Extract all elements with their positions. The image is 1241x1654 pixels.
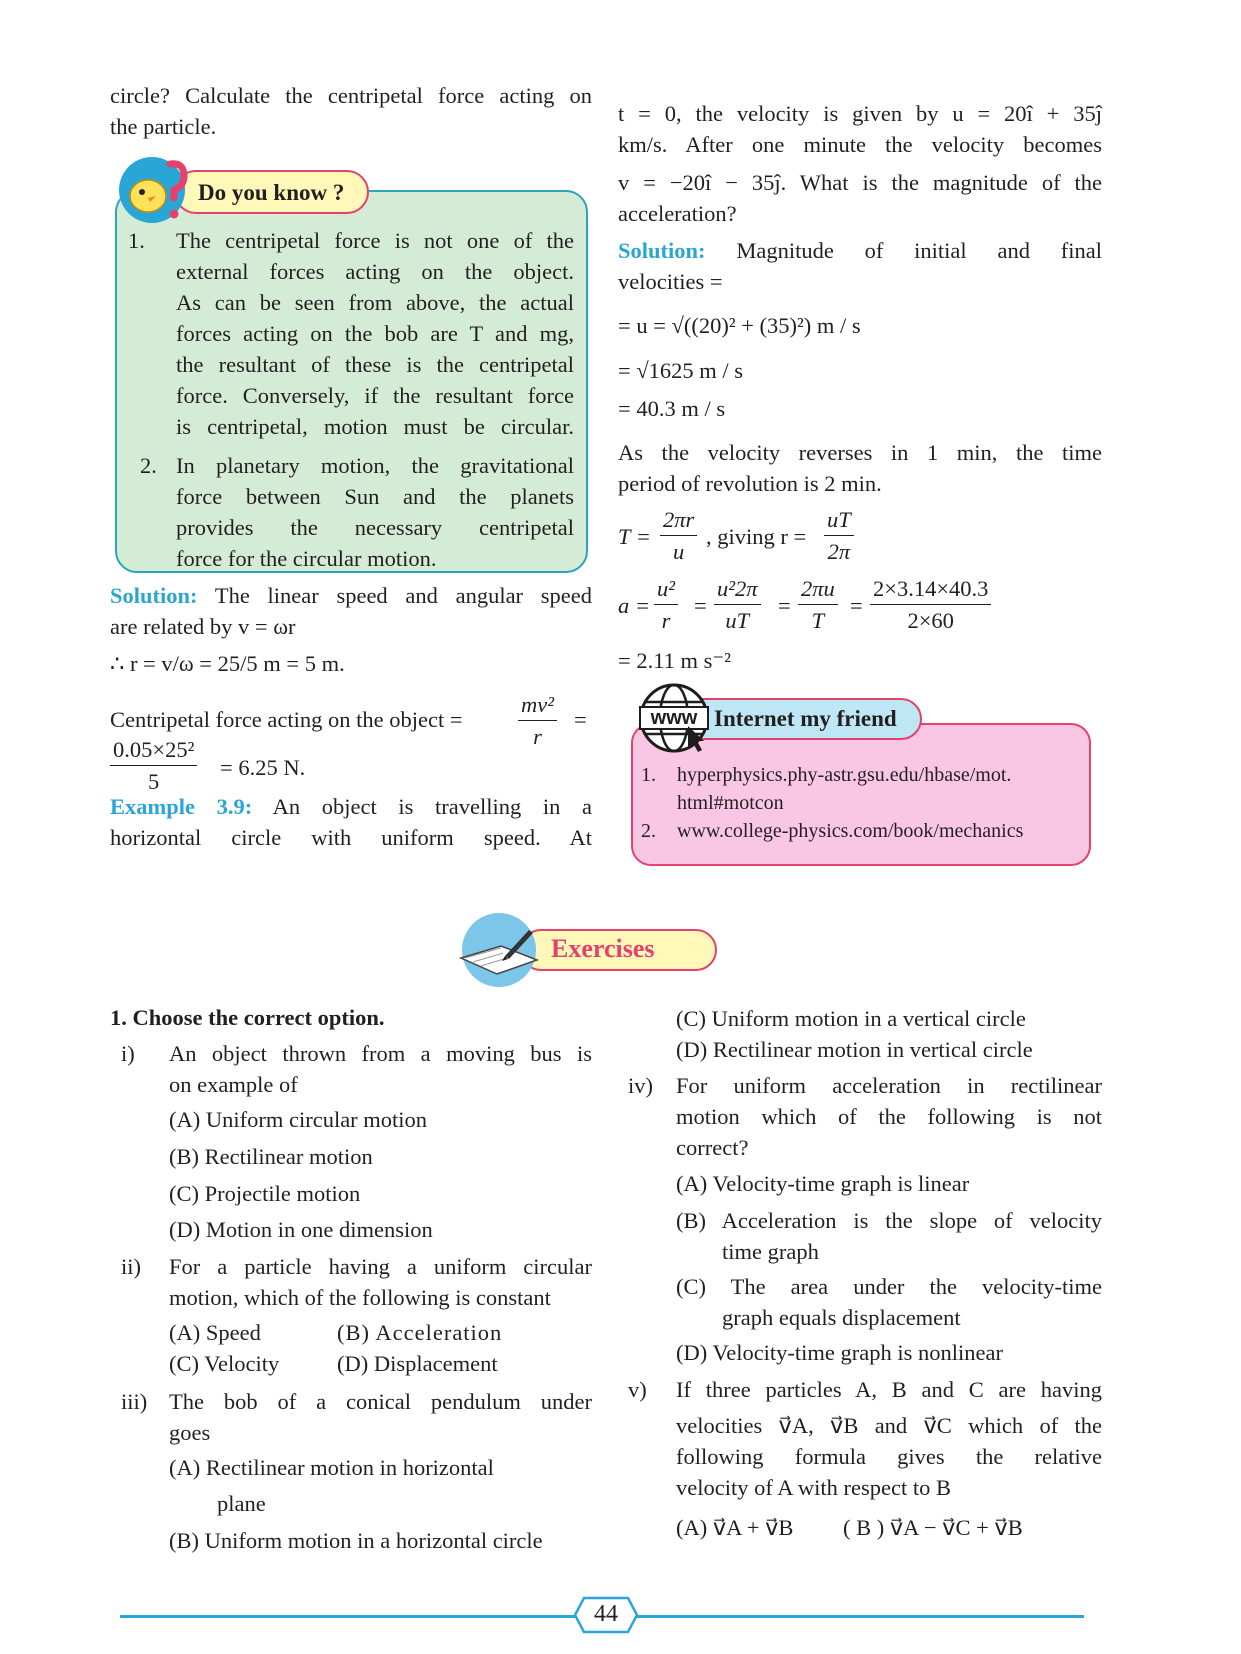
left-solution-line1 [110, 580, 592, 611]
link-1-line[interactable]: html#motcon [677, 792, 784, 814]
item-v-line: If three particles A, B and C are having [676, 1377, 1102, 1402]
velocity-eq1: = u = √((20)² + (35)²) m / s [618, 313, 861, 338]
equals-sign: = [850, 593, 863, 618]
item-ii-option-b[interactable]: (B) Acceleration [337, 1320, 503, 1345]
equals-sign: = [574, 707, 587, 732]
item-v-line: velocities v⃗A, v⃗B and v⃗C which of the [676, 1413, 1102, 1438]
period-equation [618, 504, 1102, 568]
dyk-item-1-line: The centripetal force is not one of the [176, 228, 574, 253]
item-iv-text [676, 1070, 1102, 1163]
dyk-item-2-line: force for the circular motion. [176, 546, 437, 571]
item-iii-option-a-cont[interactable]: plane [217, 1491, 266, 1516]
example-line2: horizontal circle with uniform speed. At [110, 825, 592, 850]
item-iii-option-b[interactable]: (B) Uniform motion in a horizontal circle [169, 1528, 543, 1553]
right-line4: acceleration? [618, 201, 737, 226]
radius-denominator: 2π [827, 539, 851, 564]
dyk-item-1-line: the resultant of these is the centripetal [176, 352, 574, 377]
item-iii-number: iii) [121, 1389, 148, 1414]
accel-f4-numerator: 2×3.14×40.3 [870, 573, 991, 605]
item-iii-option-a[interactable]: (A) Rectilinear motion in horizontal [169, 1455, 494, 1480]
item-iii-option-d[interactable]: (D) Rectilinear motion in vertical circle [676, 1037, 1033, 1062]
example-text: An object is travelling in a [252, 794, 593, 819]
item-iv-number: iv) [628, 1073, 653, 1098]
item-iii-line: goes [169, 1420, 211, 1445]
item-iv-option-b-line[interactable]: time graph [722, 1239, 819, 1264]
radius-fraction [824, 504, 854, 567]
link-2-number: 2. [641, 820, 656, 842]
acceleration-result: = 2.11 m s⁻² [618, 648, 731, 673]
item-ii-option-d[interactable]: (D) Displacement [337, 1351, 498, 1376]
accel-f3-numerator: 2πu [798, 573, 838, 605]
force-denominator: r [533, 724, 542, 749]
dyk-item-2-number: 2. [140, 453, 157, 478]
link-1-number: 1. [641, 764, 656, 786]
footer-rule-left [120, 1615, 578, 1618]
item-v-line: following formula gives the relative [676, 1444, 1102, 1469]
item-iv-line: For uniform acceleration in rectilinear [676, 1073, 1102, 1098]
exercise-notebook-icon [455, 912, 541, 990]
solution-text: Magnitude of initial and final [705, 238, 1102, 263]
right-line1: t = 0, the velocity is given by u = 20î + 35ĵ [618, 101, 1102, 126]
dyk-item-1-line: force. Conversely, if the resultant force [176, 383, 574, 408]
force-value-denominator: 5 [148, 769, 160, 794]
dyk-item-1-number: 1. [128, 228, 145, 253]
accel-f1-denominator: r [661, 608, 671, 633]
period-lhs: T = [618, 524, 651, 549]
item-iv-option-a[interactable]: (A) Velocity-time graph is linear [676, 1171, 970, 1196]
left-continuation-line2: the particle. [110, 114, 217, 139]
reversal-line2: period of revolution is 2 min. [618, 471, 882, 496]
link-1-line[interactable]: hyperphysics.phy-astr.gsu.edu/hbase/mot. [677, 764, 1012, 786]
force-numerator: mv² [518, 689, 557, 721]
dyk-item-1-line: external forces acting on the object. [176, 259, 574, 284]
right-solution-line2: velocities = [618, 269, 723, 294]
left-continuation-line1: circle? Calculate the centripetal force acting on [110, 83, 592, 108]
link-1[interactable] [677, 761, 1011, 817]
item-iii-option-c[interactable]: (C) Uniform motion in a vertical circle [676, 1006, 1026, 1031]
item-iv-option-d[interactable]: (D) Velocity-time graph is nonlinear [676, 1340, 1003, 1365]
force-value-line [110, 734, 592, 798]
accel-fraction-2 [714, 573, 761, 636]
link-2[interactable]: www.college-physics.com/book/mechanics [677, 820, 1024, 842]
dyk-item-1-text [176, 225, 574, 442]
item-i-option-c[interactable]: (C) Projectile motion [169, 1181, 361, 1206]
dyk-item-1-line: As can be seen from above, the actual [176, 290, 574, 315]
item-iii-line: The bob of a conical pendulum under [169, 1389, 592, 1414]
force-value-fraction [110, 734, 197, 797]
accel-fraction-3 [798, 573, 838, 636]
item-v-line: velocity of A with respect to B [676, 1475, 951, 1500]
accel-f3-denominator: T [811, 608, 825, 633]
item-iv-line: motion which of the following is not [676, 1104, 1102, 1129]
period-fraction [660, 504, 697, 567]
item-v-option-b[interactable]: ( B ) v⃗A − v⃗C + v⃗B [843, 1515, 1023, 1540]
item-i-option-a[interactable]: (A) Uniform circular motion [169, 1107, 428, 1132]
radius-numerator: uT [824, 504, 854, 536]
velocity-eq3: = 40.3 m / s [618, 396, 726, 421]
radius-equation: ∴ r = v/ω = 25/5 m = 5 m. [110, 651, 345, 676]
dyk-item-2-text [176, 450, 574, 574]
item-iv-option-b-line[interactable]: (B) Acceleration is the slope of velocity [676, 1208, 1102, 1233]
accel-f1-numerator: u² [654, 573, 678, 605]
accel-fraction-1 [654, 573, 678, 636]
page-number: 44 [594, 1601, 618, 1627]
question-1-heading: 1. Choose the correct option. [110, 1005, 385, 1030]
example-label: Example 3.9: [110, 794, 253, 819]
accel-fraction-4 [870, 573, 991, 636]
velocity-eq2: = √1625 m / s [618, 358, 744, 383]
item-ii-option-a[interactable]: (A) Speed [169, 1320, 261, 1345]
accel-f2-numerator: u²2π [714, 573, 761, 605]
item-ii-line: motion, which of the following is constant [169, 1285, 551, 1310]
example-line1 [110, 791, 592, 822]
item-i-line: An object thrown from a moving bus is [169, 1041, 592, 1066]
period-numerator: 2πr [660, 504, 697, 536]
item-iv-option-c[interactable] [676, 1271, 1102, 1333]
dyk-item-1-line: forces acting on the bob are T and mg, [176, 321, 574, 346]
item-iv-option-b[interactable] [676, 1205, 1102, 1267]
question-chick-icon [118, 150, 192, 228]
item-i-option-d[interactable]: (D) Motion in one dimension [169, 1217, 433, 1242]
dyk-item-2-line: In planetary motion, the gravitational [176, 453, 574, 478]
right-line2: km/s. After one minute the velocity becomes [618, 132, 1102, 157]
force-result: = 6.25 N. [220, 755, 306, 780]
left-solution-line2: are related by v = ωr [110, 614, 296, 639]
dyk-item-1-line: is centripetal, motion must be circular. [176, 414, 574, 439]
dyk-item-2-line: provides the necessary centripetal [176, 515, 574, 540]
item-ii-option-c[interactable]: (C) Velocity [169, 1351, 280, 1376]
right-solution-line1 [618, 235, 1102, 266]
internet-my-friend-title: Internet my friend [714, 706, 897, 731]
item-ii-line: For a particle having a uniform circular [169, 1254, 592, 1279]
item-i-line: on example of [169, 1072, 298, 1097]
equals-sign: = [694, 593, 707, 618]
equals-sign: = [778, 593, 791, 618]
item-v-text [676, 1374, 1102, 1503]
solution-text: The linear speed and angular speed [197, 583, 592, 608]
www-label: www [650, 707, 698, 729]
item-v-number: v) [628, 1377, 647, 1402]
item-iv-option-c-line[interactable]: (C) The area under the velocity-time [676, 1274, 1102, 1299]
reversal-line1: As the velocity reverses in 1 min, the time [618, 440, 1102, 465]
accel-f4-denominator: 2×60 [907, 608, 954, 633]
item-ii-number: ii) [121, 1254, 141, 1279]
dyk-item-2-line: force between Sun and the planets [176, 484, 574, 509]
right-line3: v = −20î − 35ĵ. What is the magnitude of the [618, 170, 1102, 195]
accel-f2-denominator: uT [725, 608, 750, 633]
period-denominator: u [673, 539, 685, 564]
item-v-option-a[interactable]: (A) v⃗A + v⃗B [676, 1515, 794, 1540]
do-you-know-title: Do you know ? [198, 180, 345, 205]
acceleration-equation [618, 573, 1102, 637]
item-i-option-b[interactable]: (B) Rectilinear motion [169, 1144, 373, 1169]
accel-lhs: a = [618, 593, 651, 618]
item-iii-text [169, 1386, 592, 1448]
solution-label: Solution: [618, 238, 706, 263]
item-iv-option-c-line[interactable]: graph equals displacement [722, 1305, 961, 1330]
force-value-numerator: 0.05×25² [110, 734, 197, 766]
centripetal-force-text: Centripetal force acting on the object = [110, 707, 463, 732]
item-ii-text [169, 1251, 592, 1313]
solution-label: Solution: [110, 583, 198, 608]
footer-rule-right [634, 1615, 1084, 1618]
item-i-number: i) [121, 1041, 135, 1066]
item-iv-line: correct? [676, 1135, 749, 1160]
giving-text: , giving r = [706, 524, 807, 549]
item-i-text [169, 1038, 592, 1100]
exercises-title: Exercises [551, 934, 655, 963]
